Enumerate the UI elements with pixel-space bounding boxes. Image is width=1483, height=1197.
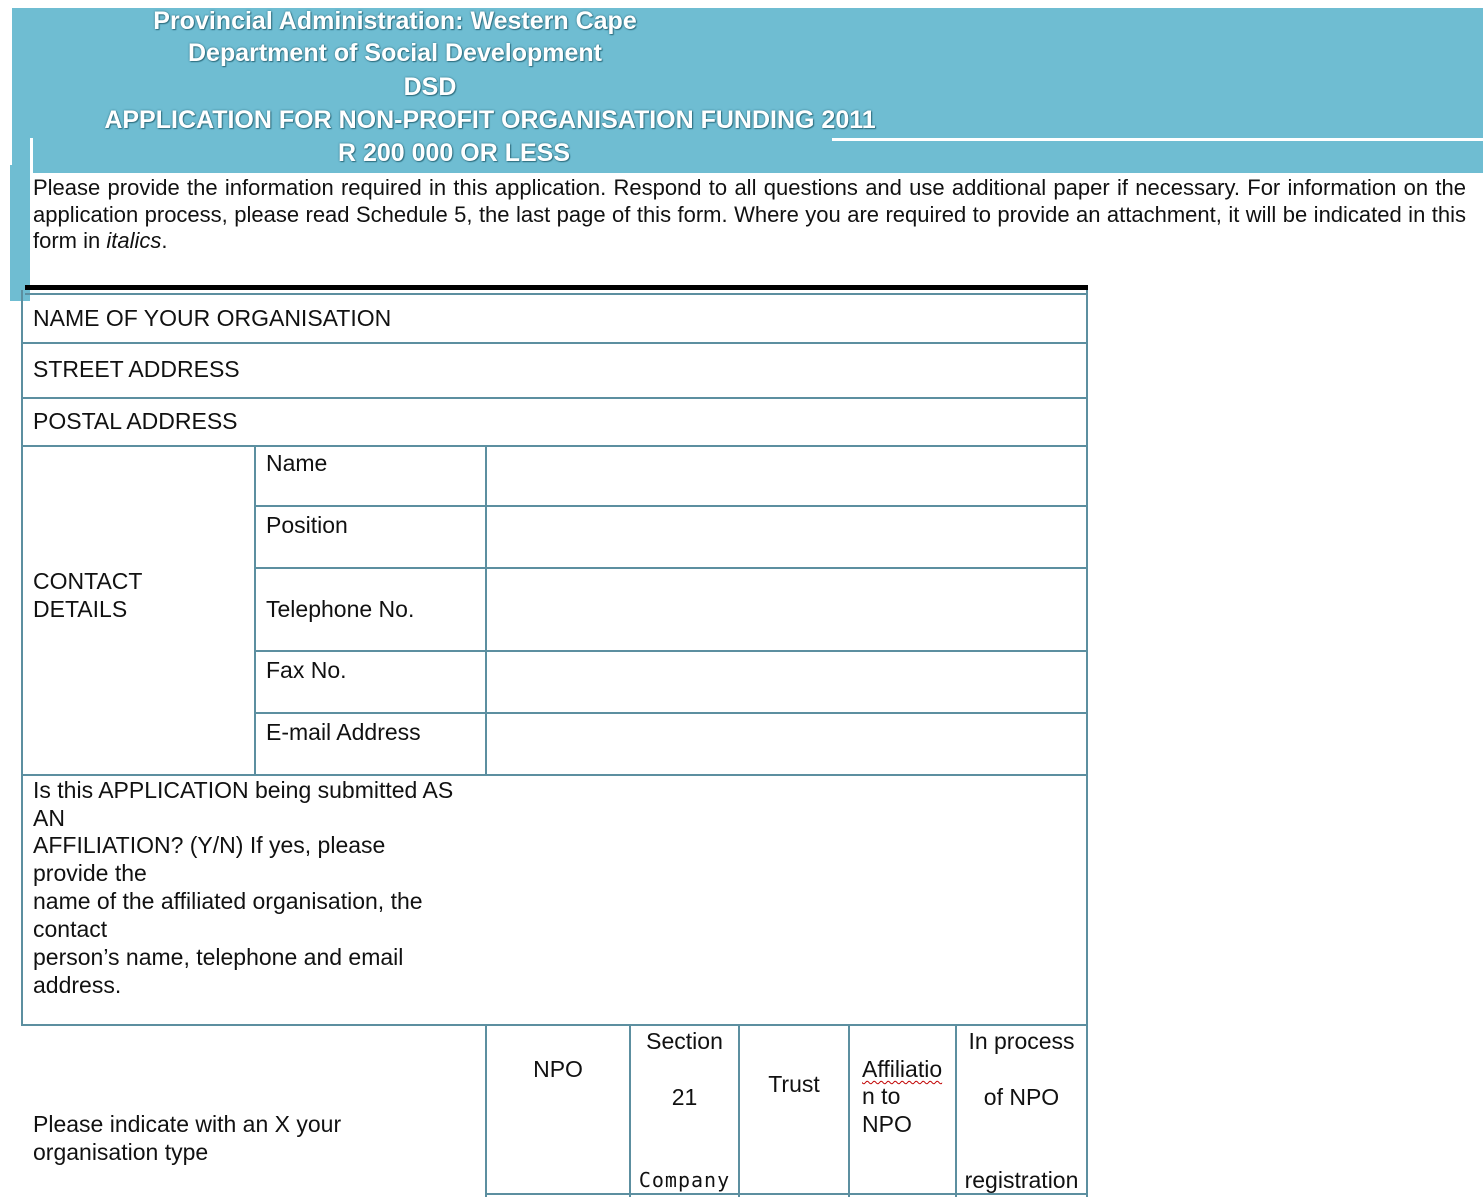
contact-details-label-2: DETAILS [33, 596, 128, 622]
type-in-process-label-3: registration [964, 1167, 1079, 1193]
affiliation-question-line: AFFILIATION? (Y/N) If yes, please [33, 832, 386, 858]
table-right-border [1086, 290, 1088, 1197]
affiliation-question-line: address. [33, 972, 122, 998]
type-section21-label-2: 21 [671, 1084, 698, 1110]
contact-details-label-1: CONTACT [33, 568, 143, 594]
type-col-divider [738, 1024, 740, 1197]
header-line-title: APPLICATION FOR NON-PROFIT ORGANISATION FUNDING 2011 [104, 106, 876, 134]
type-affiliation-label-2: n to [862, 1083, 901, 1109]
affiliation-question-line: contact [33, 916, 108, 942]
row-divider [21, 397, 1088, 399]
header-line-department: Department of Social Development [188, 39, 602, 67]
type-npo-label: NPO [533, 1056, 583, 1082]
table-top-thick-rule [25, 285, 1088, 290]
intro-text: Please provide the information required in this application. Respond to all questions and use additional paper if necessary. For information on the application process, please read Schedule 5, the last page of this form. Where you are required to provide an attachment, it will be indicated in this form in [33, 175, 1466, 253]
contact-name-label: Name [266, 450, 328, 476]
postal-address-field[interactable] [270, 401, 1080, 443]
affiliation-question-line: provide the [33, 860, 147, 886]
intro-paragraph [33, 175, 1466, 255]
contact-email-label: E-mail Address [266, 719, 421, 745]
table-top-thin-rule [25, 293, 1088, 295]
type-trust-label: Trust [768, 1071, 820, 1097]
affiliation-answer-field[interactable] [495, 780, 1080, 1020]
header-line-amount: R 200 000 OR LESS [337, 139, 571, 167]
header-line-province: Provincial Administration: Western Cape [153, 7, 637, 35]
org-name-field[interactable] [430, 296, 1080, 340]
type-affiliation-label-1-text: Affiliatio [862, 1056, 943, 1082]
org-type-label-2: organisation type [33, 1139, 209, 1165]
type-col-divider [485, 1024, 487, 1197]
contact-email-field[interactable] [489, 716, 1084, 772]
affiliation-question-line: AN [33, 805, 65, 831]
org-type-label-1: Please indicate with an X your [33, 1111, 342, 1137]
row-divider [21, 342, 1088, 344]
contact-col-divider [254, 445, 256, 775]
org-name-label: NAME OF YOUR ORGANISATION [33, 305, 392, 331]
type-section21-label-1: Section [646, 1028, 723, 1054]
contact-col-divider [485, 445, 487, 775]
street-address-field[interactable] [270, 346, 1080, 395]
affiliation-question-line: name of the affiliated organisation, the [33, 888, 423, 914]
street-address-label: STREET ADDRESS [33, 356, 240, 382]
row-divider [21, 445, 1088, 447]
type-affiliation-label-3: NPO [862, 1111, 912, 1137]
contact-position-field[interactable] [489, 510, 1084, 565]
header-divider-horizontal [832, 138, 1483, 141]
header-side-strip [10, 165, 30, 301]
row-divider [21, 1024, 1088, 1026]
contact-telephone-field[interactable] [489, 572, 1084, 648]
contact-row-divider [254, 567, 1088, 569]
intro-italic: italics [106, 228, 162, 253]
contact-row-divider [254, 712, 1088, 714]
table-left-border [21, 290, 23, 1025]
contact-position-label: Position [266, 512, 348, 538]
contact-name-field[interactable] [489, 449, 1084, 503]
intro-end: . [161, 228, 168, 253]
contact-row-divider [254, 650, 1088, 652]
affiliation-question-line: person’s name, telephone and email [33, 944, 404, 970]
type-in-process-label-1: In process [968, 1028, 1075, 1054]
contact-fax-label: Fax No. [266, 657, 347, 683]
contact-row-divider [254, 505, 1088, 507]
contact-fax-field[interactable] [489, 655, 1084, 710]
type-section21-label-3: Company [638, 1168, 731, 1192]
type-npo-checkbox[interactable] [489, 1100, 627, 1190]
type-affiliation-label-1 [862, 1055, 952, 1083]
affiliation-question-line: Is this APPLICATION being submitted AS [33, 777, 454, 803]
postal-address-label: POSTAL ADDRESS [33, 408, 238, 434]
contact-telephone-label: Telephone No. [266, 596, 415, 622]
type-col-divider [848, 1024, 850, 1197]
type-in-process-label-2: of NPO [983, 1084, 1060, 1110]
header-line-dsd: DSD [403, 73, 457, 101]
